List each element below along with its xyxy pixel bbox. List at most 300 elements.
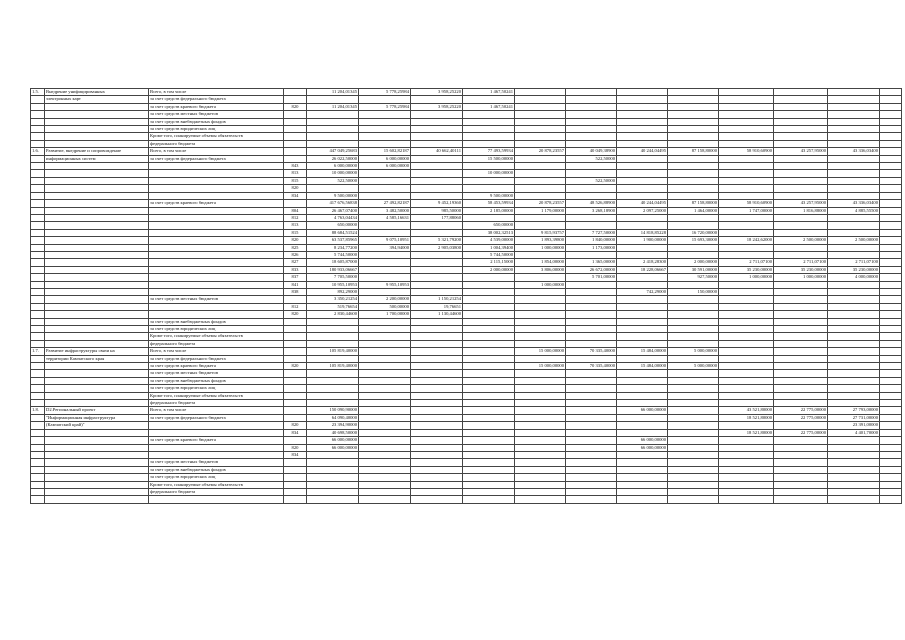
row-number-cell: 1.8. xyxy=(31,407,45,414)
amount-cell xyxy=(411,274,463,281)
funding-source-cell: за счет средств федерального бюджета xyxy=(149,155,284,162)
grbs-code-cell xyxy=(284,355,307,362)
grbs-code-cell xyxy=(284,111,307,118)
amount-cell xyxy=(566,192,617,199)
amount-cell xyxy=(880,237,902,244)
amount-cell xyxy=(668,103,719,110)
table-row xyxy=(31,207,902,214)
amount-cell xyxy=(828,133,880,140)
amount-cell xyxy=(359,333,411,340)
row-number-cell xyxy=(31,200,45,207)
amount-cell xyxy=(880,429,902,436)
amount-cell xyxy=(828,444,880,451)
amount-cell xyxy=(880,251,902,258)
amount-cell xyxy=(617,355,668,362)
row-number-cell xyxy=(31,177,45,184)
amount-cell xyxy=(774,296,828,303)
amount-cell xyxy=(515,407,566,414)
amount-cell xyxy=(359,474,411,481)
amount-cell xyxy=(774,474,828,481)
grbs-code-cell: 820 xyxy=(284,185,307,192)
amount-cell xyxy=(828,496,880,503)
amount-cell xyxy=(719,140,774,147)
amount-cell xyxy=(566,288,617,295)
amount-cell: 4 763,04434 xyxy=(307,214,359,221)
amount-cell: 3 958,25220 xyxy=(411,103,463,110)
measure-name-cell: "Информационная инфраструктура xyxy=(45,414,149,421)
measure-name-cell xyxy=(45,437,149,444)
amount-cell xyxy=(307,377,359,384)
amount-cell xyxy=(307,140,359,147)
grbs-code-cell: 815 xyxy=(284,229,307,236)
measure-name-cell xyxy=(45,481,149,488)
row-number-cell xyxy=(31,340,45,347)
amount-cell: 519,76654 xyxy=(307,303,359,310)
measure-name-cell: территории Камчатского края xyxy=(45,355,149,362)
table-row xyxy=(31,155,902,162)
amount-cell xyxy=(774,311,828,318)
table-row xyxy=(31,281,902,288)
measure-name-cell: Развитие, внедрение и сопровождение xyxy=(45,148,149,155)
amount-cell xyxy=(668,466,719,473)
amount-cell: 15 484,00000 xyxy=(617,363,668,370)
grbs-code-cell: 834 xyxy=(284,451,307,458)
row-number-cell xyxy=(31,266,45,273)
amount-cell: 63 537,85965 xyxy=(307,237,359,244)
amount-cell xyxy=(463,163,515,170)
amount-cell: 11 204,01345 xyxy=(307,89,359,96)
amount-cell xyxy=(774,400,828,407)
amount-cell: 5 321,79200 xyxy=(411,237,463,244)
amount-cell xyxy=(719,385,774,392)
amount-cell xyxy=(307,318,359,325)
amount-cell: 58 910,60900 xyxy=(719,148,774,155)
table-row xyxy=(31,126,902,133)
amount-cell: 66 000,00000 xyxy=(307,437,359,444)
amount-cell: 10 000,00000 xyxy=(463,170,515,177)
row-number-cell xyxy=(31,185,45,192)
amount-cell xyxy=(719,318,774,325)
amount-cell xyxy=(359,177,411,184)
amount-cell xyxy=(515,303,566,310)
measure-name-cell xyxy=(45,229,149,236)
amount-cell xyxy=(774,177,828,184)
amount-cell xyxy=(359,392,411,399)
amount-cell: 22 775,00000 xyxy=(774,429,828,436)
amount-cell: 1 467,50241 xyxy=(463,103,515,110)
amount-cell xyxy=(828,340,880,347)
amount-cell xyxy=(719,170,774,177)
amount-cell xyxy=(566,214,617,221)
funding-source-cell: за счет средств федерального бюджета xyxy=(149,355,284,362)
amount-cell xyxy=(880,474,902,481)
amount-cell xyxy=(719,251,774,258)
amount-cell xyxy=(719,244,774,251)
amount-cell xyxy=(411,259,463,266)
amount-cell xyxy=(359,133,411,140)
row-number-cell xyxy=(31,474,45,481)
amount-cell xyxy=(880,200,902,207)
amount-cell: 2 418,28300 xyxy=(617,259,668,266)
amount-cell xyxy=(359,185,411,192)
amount-cell: 20 878,23557 xyxy=(515,148,566,155)
amount-cell xyxy=(463,185,515,192)
amount-cell xyxy=(668,392,719,399)
amount-cell: 27 731,00000 xyxy=(828,414,880,421)
row-number-cell xyxy=(31,259,45,266)
amount-cell: 394,94000 xyxy=(359,244,411,251)
amount-cell: 9 815,93757 xyxy=(515,229,566,236)
amount-cell xyxy=(566,385,617,392)
amount-cell xyxy=(463,140,515,147)
amount-cell xyxy=(880,170,902,177)
funding-source-cell xyxy=(149,177,284,184)
grbs-code-cell: 843 xyxy=(284,163,307,170)
amount-cell xyxy=(880,377,902,384)
amount-cell xyxy=(828,244,880,251)
table-row xyxy=(31,451,902,458)
amount-cell xyxy=(359,437,411,444)
grbs-code-cell: 833 xyxy=(284,266,307,273)
funding-source-cell: за счет средств местных бюджетов xyxy=(149,459,284,466)
table-row xyxy=(31,340,902,347)
funding-source-cell xyxy=(149,185,284,192)
amount-cell xyxy=(668,414,719,421)
row-number-cell xyxy=(31,333,45,340)
amount-cell xyxy=(880,133,902,140)
amount-cell xyxy=(880,481,902,488)
amount-cell xyxy=(411,488,463,495)
amount-cell xyxy=(515,192,566,199)
amount-cell xyxy=(880,274,902,281)
amount-cell xyxy=(411,340,463,347)
amount-cell: 38 002,32513 xyxy=(463,229,515,236)
amount-cell xyxy=(617,377,668,384)
row-number-cell xyxy=(31,192,45,199)
amount-cell: 742,29000 xyxy=(617,288,668,295)
row-number-cell xyxy=(31,274,45,281)
amount-cell xyxy=(719,333,774,340)
amount-cell xyxy=(515,185,566,192)
amount-cell xyxy=(880,155,902,162)
amount-cell xyxy=(828,185,880,192)
measure-name-cell xyxy=(45,170,149,177)
amount-cell xyxy=(411,481,463,488)
amount-cell: 4 585,16631 xyxy=(359,214,411,221)
amount-cell xyxy=(668,251,719,258)
row-number-cell xyxy=(31,111,45,118)
funding-source-cell: за счет средств краевого бюджета xyxy=(149,103,284,110)
amount-cell xyxy=(668,474,719,481)
grbs-code-cell xyxy=(284,340,307,347)
row-number-cell xyxy=(31,429,45,436)
amount-cell xyxy=(566,311,617,318)
amount-cell: 35 230,00000 xyxy=(774,266,828,273)
amount-cell xyxy=(617,192,668,199)
amount-cell: 892,29000 xyxy=(307,288,359,295)
table-row xyxy=(31,133,902,140)
amount-cell xyxy=(566,163,617,170)
amount-cell: 6 000,00000 xyxy=(307,163,359,170)
amount-cell xyxy=(617,318,668,325)
amount-cell xyxy=(828,281,880,288)
amount-cell xyxy=(463,281,515,288)
measure-name-cell xyxy=(45,377,149,384)
amount-cell xyxy=(515,392,566,399)
amount-cell xyxy=(515,311,566,318)
amount-cell: 18 228,06667 xyxy=(617,266,668,273)
amount-cell: 9 075,10951 xyxy=(359,237,411,244)
amount-cell: 2 711,07100 xyxy=(719,259,774,266)
amount-cell: 9 452,19360 xyxy=(411,200,463,207)
amount-cell: 40 049,38900 xyxy=(566,148,617,155)
amount-cell xyxy=(411,444,463,451)
measure-name-cell: (Камчатский край)" xyxy=(45,422,149,429)
amount-cell xyxy=(668,244,719,251)
measure-name-cell xyxy=(45,118,149,125)
table-row xyxy=(31,363,902,370)
amount-cell: 26 467,07400 xyxy=(307,207,359,214)
amount-cell: 30 591,00000 xyxy=(668,266,719,273)
amount-cell xyxy=(515,118,566,125)
amount-cell: 4 885,55500 xyxy=(828,207,880,214)
grbs-code-cell: 820 xyxy=(284,422,307,429)
amount-cell: 417 676,56838 xyxy=(307,200,359,207)
measure-name-cell xyxy=(45,496,149,503)
amount-cell xyxy=(617,281,668,288)
amount-cell: 15 000,00000 xyxy=(515,363,566,370)
amount-cell xyxy=(828,385,880,392)
amount-cell xyxy=(359,96,411,103)
funding-source-cell: за счет средств федерального бюджета xyxy=(149,414,284,421)
amount-cell xyxy=(515,444,566,451)
amount-cell xyxy=(774,370,828,377)
amount-cell: 48 526,88900 xyxy=(566,200,617,207)
amount-cell xyxy=(463,385,515,392)
amount-cell xyxy=(880,259,902,266)
amount-cell: 11 204,01345 xyxy=(307,103,359,110)
amount-cell xyxy=(566,296,617,303)
measure-name-cell xyxy=(45,340,149,347)
amount-cell xyxy=(411,266,463,273)
amount-cell xyxy=(668,459,719,466)
amount-cell xyxy=(359,488,411,495)
amount-cell xyxy=(774,326,828,333)
row-number-cell: 1.5. xyxy=(31,89,45,96)
amount-cell xyxy=(617,118,668,125)
amount-cell xyxy=(719,296,774,303)
amount-cell xyxy=(719,348,774,355)
row-number-cell xyxy=(31,392,45,399)
amount-cell xyxy=(617,155,668,162)
amount-cell xyxy=(463,340,515,347)
amount-cell xyxy=(774,333,828,340)
amount-cell: 35 230,00000 xyxy=(828,266,880,273)
grbs-code-cell xyxy=(284,148,307,155)
amount-cell xyxy=(774,355,828,362)
amount-cell: 58 910,60900 xyxy=(719,200,774,207)
amount-cell xyxy=(617,474,668,481)
amount-cell xyxy=(617,385,668,392)
funding-source-cell: за счет средств федерального бюджета xyxy=(149,96,284,103)
amount-cell xyxy=(668,140,719,147)
amount-cell xyxy=(828,400,880,407)
amount-cell xyxy=(411,466,463,473)
amount-cell xyxy=(828,303,880,310)
amount-cell xyxy=(880,318,902,325)
funding-source-cell: федерального бюджета xyxy=(149,340,284,347)
amount-cell xyxy=(668,296,719,303)
grbs-code-cell xyxy=(284,407,307,414)
amount-cell xyxy=(880,266,902,273)
row-number-cell xyxy=(31,126,45,133)
amount-cell xyxy=(828,222,880,229)
amount-cell xyxy=(411,96,463,103)
amount-cell xyxy=(668,481,719,488)
measure-name-cell xyxy=(45,281,149,288)
amount-cell: 2 097,25000 xyxy=(617,207,668,214)
amount-cell xyxy=(880,281,902,288)
amount-cell: 77 493,59934 xyxy=(463,148,515,155)
measure-name-cell xyxy=(45,311,149,318)
amount-cell xyxy=(880,111,902,118)
amount-cell xyxy=(566,444,617,451)
funding-source-cell xyxy=(149,229,284,236)
amount-cell xyxy=(515,318,566,325)
amount-cell xyxy=(880,422,902,429)
measure-name-cell xyxy=(45,214,149,221)
amount-cell xyxy=(774,340,828,347)
grbs-code-cell: 820 xyxy=(284,103,307,110)
amount-cell xyxy=(617,133,668,140)
amount-cell xyxy=(880,103,902,110)
row-number-cell xyxy=(31,481,45,488)
measure-name-cell xyxy=(45,163,149,170)
table-row xyxy=(31,392,902,399)
amount-cell xyxy=(880,244,902,251)
amount-cell xyxy=(411,118,463,125)
funding-source-cell xyxy=(149,311,284,318)
amount-cell xyxy=(668,311,719,318)
amount-cell: 522,50000 xyxy=(566,177,617,184)
amount-cell xyxy=(359,451,411,458)
funding-source-cell: Кроме того, планируемые объемы обязательств xyxy=(149,333,284,340)
table-row xyxy=(31,118,902,125)
amount-cell: 18 521,80000 xyxy=(719,429,774,436)
amount-cell xyxy=(566,466,617,473)
amount-cell: 1 700,00000 xyxy=(359,311,411,318)
amount-cell: 650,00000 xyxy=(463,222,515,229)
amount-cell: 2 711,07100 xyxy=(828,259,880,266)
amount-cell xyxy=(828,311,880,318)
amount-cell: 1 854,00000 xyxy=(515,259,566,266)
table-row xyxy=(31,163,902,170)
amount-cell xyxy=(880,177,902,184)
amount-cell: 10 000,00000 xyxy=(307,170,359,177)
amount-cell xyxy=(617,311,668,318)
amount-cell xyxy=(719,481,774,488)
grbs-code-cell: 820 xyxy=(284,444,307,451)
amount-cell xyxy=(617,111,668,118)
measure-name-cell xyxy=(45,363,149,370)
amount-cell xyxy=(566,281,617,288)
measure-name-cell xyxy=(45,222,149,229)
amount-cell xyxy=(828,177,880,184)
amount-cell xyxy=(359,111,411,118)
amount-cell xyxy=(515,111,566,118)
amount-cell xyxy=(617,414,668,421)
amount-cell: 5 744,50000 xyxy=(463,251,515,258)
measure-name-cell: информационных систем xyxy=(45,155,149,162)
amount-cell xyxy=(515,481,566,488)
funding-source-cell xyxy=(149,422,284,429)
funding-source-cell: за счет средств местных бюджетов xyxy=(149,370,284,377)
amount-cell xyxy=(307,133,359,140)
row-number-cell xyxy=(31,103,45,110)
measure-name-cell xyxy=(45,207,149,214)
row-number-cell xyxy=(31,370,45,377)
amount-cell: 500,00000 xyxy=(359,303,411,310)
table-row xyxy=(31,177,902,184)
amount-cell: 1 840,00000 xyxy=(566,237,617,244)
amount-cell: 43 336,03400 xyxy=(828,200,880,207)
amount-cell: 1 365,00000 xyxy=(566,259,617,266)
row-number-cell xyxy=(31,296,45,303)
funding-source-cell: за счет средств юридических лиц xyxy=(149,385,284,392)
amount-cell: 64 090,40000 xyxy=(307,414,359,421)
amount-cell xyxy=(617,326,668,333)
table-row xyxy=(31,200,902,207)
amount-cell: 15 602,82187 xyxy=(359,148,411,155)
amount-cell xyxy=(411,177,463,184)
measure-name-cell xyxy=(45,103,149,110)
amount-cell xyxy=(411,133,463,140)
funding-source-cell: за счет средств внебюджетных фондов xyxy=(149,466,284,473)
amount-cell xyxy=(359,140,411,147)
amount-cell xyxy=(668,444,719,451)
amount-cell: 5 701,00000 xyxy=(566,274,617,281)
grbs-code-cell xyxy=(284,466,307,473)
amount-cell xyxy=(359,407,411,414)
amount-cell: 522,50000 xyxy=(566,155,617,162)
amount-cell xyxy=(617,103,668,110)
amount-cell xyxy=(411,422,463,429)
amount-cell xyxy=(774,459,828,466)
amount-cell xyxy=(359,192,411,199)
amount-cell xyxy=(515,274,566,281)
grbs-code-cell xyxy=(284,326,307,333)
amount-cell xyxy=(359,288,411,295)
amount-cell xyxy=(668,303,719,310)
amount-cell xyxy=(828,488,880,495)
row-number-cell xyxy=(31,466,45,473)
amount-cell xyxy=(566,103,617,110)
measure-name-cell xyxy=(45,266,149,273)
amount-cell: 10 955,10953 xyxy=(307,281,359,288)
amount-cell xyxy=(719,155,774,162)
measure-name-cell xyxy=(45,251,149,258)
amount-cell xyxy=(774,163,828,170)
amount-cell xyxy=(774,133,828,140)
amount-cell: 2 000,00000 xyxy=(668,259,719,266)
amount-cell xyxy=(411,385,463,392)
amount-cell: 66 000,00000 xyxy=(617,437,668,444)
amount-cell: 22 775,00000 xyxy=(774,414,828,421)
amount-cell xyxy=(880,340,902,347)
amount-cell xyxy=(359,385,411,392)
amount-cell xyxy=(359,414,411,421)
amount-cell xyxy=(828,288,880,295)
